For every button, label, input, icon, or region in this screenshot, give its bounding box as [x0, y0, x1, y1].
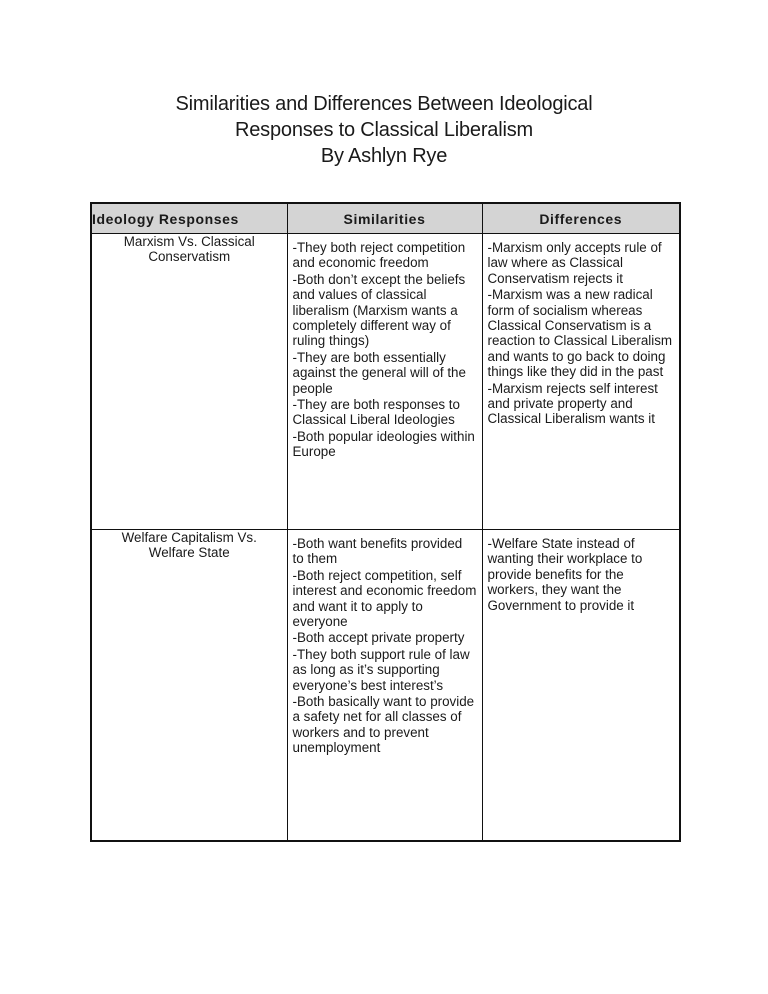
ideology-cell: Welfare Capitalism Vs. Welfare State	[91, 530, 287, 842]
header-ideology-responses: Ideology Responses	[91, 203, 287, 234]
header-differences: Differences	[482, 203, 680, 234]
document-title	[0, 91, 768, 169]
difference-item: -Marxism rejects self interest and private property and Classical Liberalism wants it	[487, 380, 658, 427]
similarity-item: -They both reject competition and economic freedom	[292, 240, 466, 271]
similarity-item: -Both accept private property	[292, 630, 465, 646]
similarities-cell	[287, 530, 482, 842]
table-row	[91, 234, 680, 530]
comparison-table	[90, 202, 681, 842]
similarity-item: -They both support rule of law as long as it’s supporting everyone’s best interest’s	[292, 646, 470, 693]
similarities-cell	[287, 234, 482, 530]
differences-cell	[482, 234, 680, 530]
header-similarities: Similarities	[287, 203, 482, 234]
ideology-cell: Marxism Vs. Classical Conservatism	[91, 234, 287, 530]
similarity-item: -Both reject competition, self interest and economic freedom and want it to apply to everyone	[292, 567, 477, 630]
difference-item: -Marxism only accepts rule of law where as Classical Conservatism rejects it	[487, 240, 662, 286]
difference-item: -Welfare State instead of wanting their workplace to provide benefits for the workers, they want the Government to provide it	[487, 536, 643, 613]
similarity-item: -Both want benefits provided to them	[292, 536, 463, 567]
title-line-1: Similarities and Differences Between Ideological	[175, 93, 593, 115]
title-line-2: Responses to Classical Liberalism	[235, 119, 533, 141]
table-header-row	[91, 203, 680, 234]
difference-item: -Marxism was a new radical form of socialism whereas Classical Conservatism is a reaction to Classical Liberalism and wants to go back to doing things like they did in the past	[487, 287, 673, 380]
similarity-item: -Both don’t except the beliefs and values of classical liberalism (Marxism wants a completely different way of ruling things)	[292, 271, 466, 349]
table-row	[91, 530, 680, 842]
similarity-item: -Both basically want to provide a safety net for all classes of workers and to prevent unemployment	[292, 694, 475, 756]
similarity-item: -They are both responses to Classical Liberal Ideologies	[292, 397, 460, 428]
similarity-item: -They are both essentially against the general will of the people	[292, 349, 466, 396]
title-author: By Ashlyn Rye	[320, 145, 448, 167]
differences-cell	[482, 530, 680, 842]
similarity-item: -Both popular ideologies within Europe	[292, 428, 475, 460]
